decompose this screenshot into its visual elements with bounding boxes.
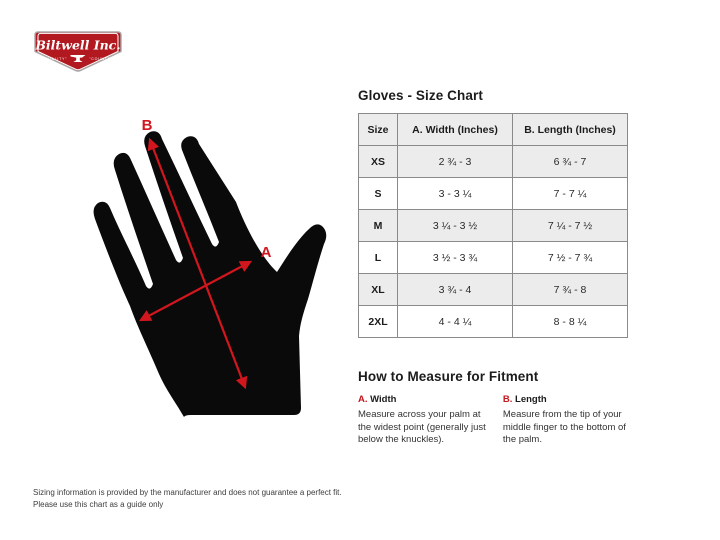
table-row-xs xyxy=(359,146,628,178)
diagram-label-a: A xyxy=(260,244,272,261)
table-row-xl xyxy=(359,274,628,306)
measure-width-title: Width xyxy=(370,394,397,405)
measure-item-width xyxy=(358,394,495,447)
measure-length-text: Measure from the tip of your middle finger to the bottom of the palm. xyxy=(502,409,626,446)
header-length: B. Length (Inches) xyxy=(513,114,628,146)
length-cell: 8 - 8 ¼ xyxy=(513,306,628,338)
measure-item-length xyxy=(503,394,634,447)
size-chart-table xyxy=(358,113,628,338)
size-cell: M xyxy=(359,210,398,242)
width-cell: 2 ¾ - 3 xyxy=(398,146,513,178)
size-cell: XL xyxy=(359,274,398,306)
logo-brand-text: Biltwell Inc. xyxy=(35,37,121,53)
size-cell: S xyxy=(359,178,398,210)
width-cell: 3 ¼ - 3 ½ xyxy=(398,210,513,242)
table-row-l xyxy=(359,242,628,274)
measure-length-label xyxy=(503,394,634,405)
measure-length-title: Length xyxy=(515,394,547,405)
table-header-row xyxy=(359,114,628,146)
header-width: A. Width (Inches) xyxy=(398,114,513,146)
hand-silhouette xyxy=(94,131,327,417)
size-cell: 2XL xyxy=(359,306,398,338)
logo-tagline-counts: "COUNTS" xyxy=(89,57,113,61)
logo-tagline-quality: "QUALITY" xyxy=(42,57,68,61)
length-cell: 7 ½ - 7 ¾ xyxy=(513,242,628,274)
diagram-label-b: B xyxy=(141,117,153,134)
size-chart-title: Gloves - Size Chart xyxy=(358,88,483,103)
measure-length-prefix: B. xyxy=(502,394,513,405)
width-cell: 4 - 4 ¼ xyxy=(398,306,513,338)
disclaimer-line-1: Sizing information is provided by the manufacturer and does not guarantee a perfect fit. xyxy=(33,488,342,497)
biltwell-logo xyxy=(33,30,123,73)
hand-measurement-diagram xyxy=(80,100,340,430)
table-row-2xl xyxy=(359,306,628,338)
size-cell: XS xyxy=(359,146,398,178)
disclaimer-line-2: Please use this chart as a guide only xyxy=(33,500,164,509)
width-cell: 3 ½ - 3 ¾ xyxy=(398,242,513,274)
disclaimer xyxy=(33,487,353,511)
header-size: Size xyxy=(359,114,398,146)
length-cell: 7 - 7 ¼ xyxy=(513,178,628,210)
measure-width-prefix: A. xyxy=(358,394,368,405)
measure-width-label xyxy=(358,394,495,405)
right-column xyxy=(358,88,634,447)
table-row-m xyxy=(359,210,628,242)
length-cell: 6 ¾ - 7 xyxy=(513,146,628,178)
length-cell: 7 ¼ - 7 ½ xyxy=(513,210,628,242)
length-cell: 7 ¾ - 8 xyxy=(513,274,628,306)
width-cell: 3 - 3 ¼ xyxy=(398,178,513,210)
measure-instructions xyxy=(358,394,634,447)
width-cell: 3 ¾ - 4 xyxy=(398,274,513,306)
size-cell: L xyxy=(359,242,398,274)
table-row-s xyxy=(359,178,628,210)
measure-width-text: Measure across your palm at the widest point (generally just below the knuckles). xyxy=(358,409,486,446)
measure-heading: How to Measure for Fitment xyxy=(358,369,539,384)
